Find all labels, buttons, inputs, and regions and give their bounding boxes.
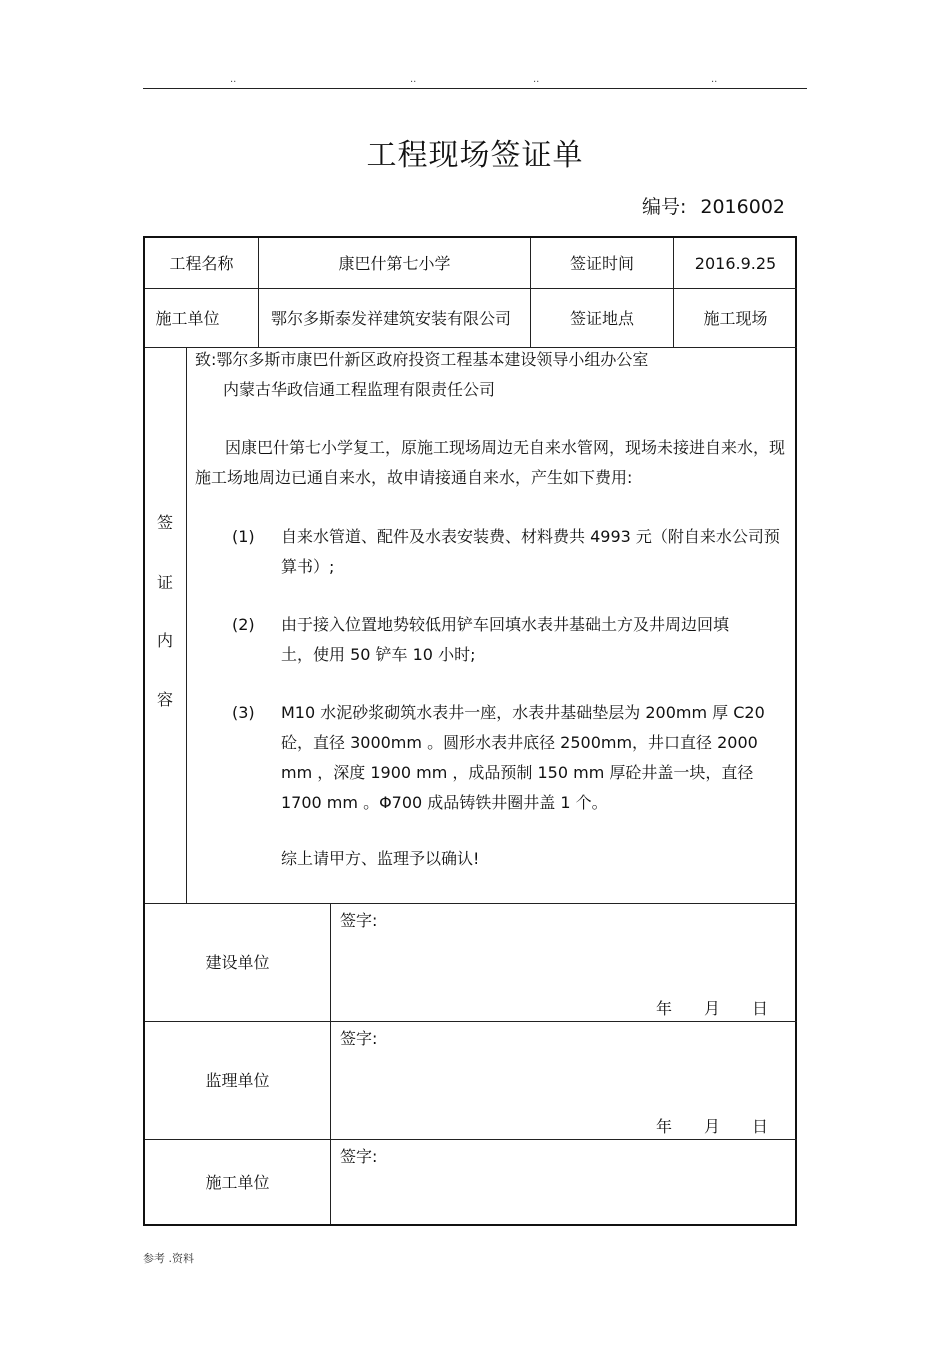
- content-side-label: 签: [156, 513, 173, 532]
- contractor-label: 施工单位: [155, 308, 220, 328]
- project-name-label: 工程名称: [169, 253, 234, 273]
- day-label: 日: [752, 999, 769, 1018]
- document-number: [642, 192, 785, 219]
- signature-unit-label: 施工单位: [205, 1172, 270, 1192]
- content-side-label: 容: [156, 690, 173, 709]
- contractor-value: 鄂尔多斯泰发祥建筑安装有限公司: [270, 308, 511, 328]
- project-name-value: 康巴什第七小学: [338, 253, 451, 273]
- header-rule: [143, 88, 807, 89]
- item-number: (3): [232, 703, 255, 722]
- footer-note: 参考 .资料: [143, 1252, 194, 1265]
- document-number-label: 编号:: [641, 196, 687, 218]
- addressee-line: 致:鄂尔多斯市康巴什新区政府投资工程基本建设领导小组办公室: [195, 350, 649, 369]
- header-dots: ..: [711, 74, 718, 85]
- year-label: 年: [656, 1117, 673, 1136]
- sign-field-label: 签字:: [340, 911, 378, 930]
- visa-place-value: 施工现场: [703, 308, 768, 328]
- header-dots: ..: [533, 74, 540, 85]
- document-title: 工程现场签证单: [366, 138, 584, 173]
- header-dots: ..: [410, 74, 417, 85]
- document-number-value: 2016002: [700, 196, 785, 218]
- intro-paragraph: 因康巴什第七小学复工，原施工现场周边无自来水管网，现场未接进自来水，现施工场地周边已通自来水，故申请接通自来水，产生如下费用:: [195, 438, 786, 487]
- column-divider: [330, 903, 331, 1224]
- closing-line: 综上请甲方、监理予以确认!: [281, 849, 480, 868]
- month-label: 月: [704, 999, 721, 1018]
- visa-time-label: 签证时间: [569, 253, 634, 273]
- item-text: M10 水泥砂浆砌筑水表井一座，水表井基础垫层为 200mm 厚 C20 砼，直径 3000mm 。圆形水表井底径 2500mm，井口直径 2000 mm ，深度 1900 mm ，成品预制 150 mm 厚砼井盖一块，直径 1700 mm 。Φ700 成品铸铁井圈井盖 1 个。: [281, 703, 765, 812]
- item-number: (1): [232, 527, 255, 546]
- signature-unit-label: 建设单位: [205, 953, 270, 972]
- signature-unit-label: 监理单位: [205, 1071, 270, 1090]
- month-label: 月: [704, 1117, 721, 1136]
- year-label: 年: [656, 999, 673, 1018]
- sign-field-label: 签字:: [340, 1029, 378, 1048]
- header-dots: ..: [230, 74, 237, 85]
- addressee-line: 内蒙古华政信通工程监理有限责任公司: [223, 380, 496, 399]
- content-side-label: 证: [156, 573, 173, 592]
- item-number: (2): [232, 615, 255, 634]
- visa-place-label: 签证地点: [569, 308, 634, 328]
- content-side-label: 内: [156, 631, 173, 650]
- date-row: [656, 1114, 768, 1137]
- column-divider: [186, 347, 187, 903]
- item-text: 自来水管道、配件及水表安装费、材料费共 4993 元（附自来水公司预算书）;: [281, 527, 780, 576]
- day-label: 日: [752, 1117, 769, 1136]
- sign-field-label: 签字:: [340, 1147, 378, 1166]
- visa-time-value: 2016.9.25: [694, 253, 777, 273]
- item-text: 由于接入位置地势较低用铲车回填水表井基础土方及井周边回填土，使用 50 铲车 10 小时;: [281, 615, 730, 664]
- date-row: [656, 996, 768, 1019]
